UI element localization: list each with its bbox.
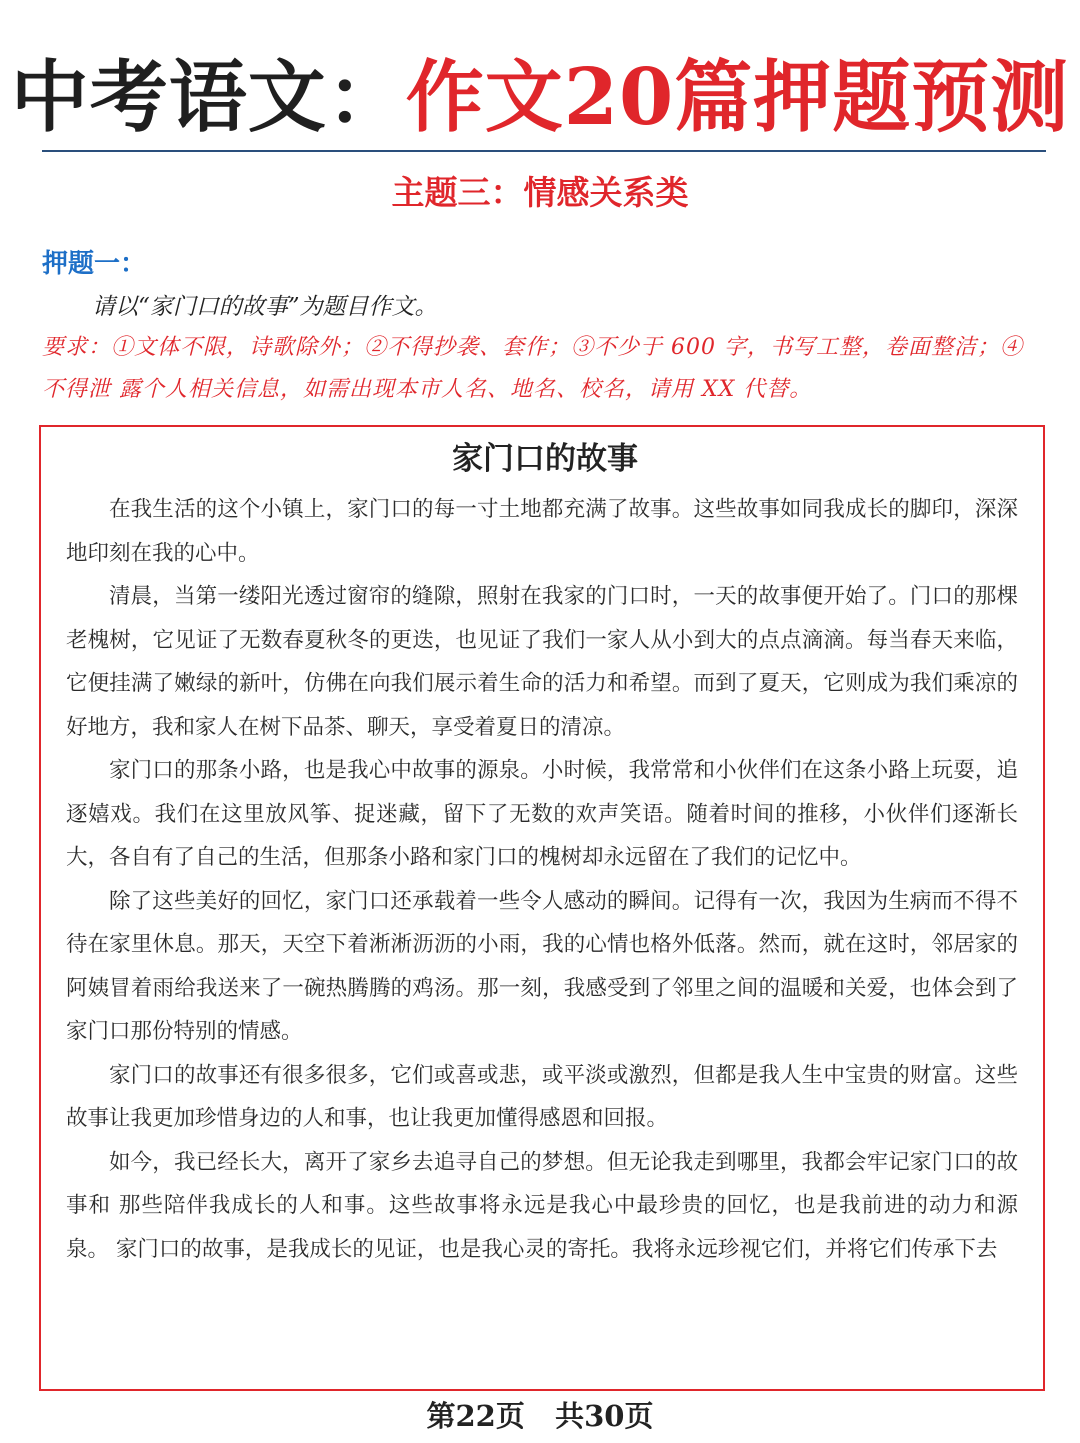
essay-paragraph: 除了这些美好的回忆，家门口还承载着一些令人感动的瞬间。记得有一次，我因为生病而不得不待在家里休息。那天，天空下着淅淅沥沥的小雨，我的心情也格外低落。然而，就在这时，邻居家的阿姨冒着雨给我送来了一碗热腾腾的鸡汤。那一刻，我感受到了邻里之间的温暖和关爱，也体会到了家门口那份特别的情感。	[66, 888, 1018, 1044]
page-title	[0, 48, 1080, 148]
question-label: 押题一：	[42, 249, 147, 279]
question-prompt: 请以“家门口的故事”为题目作文。	[92, 294, 438, 320]
title-black-part: 中考语文：	[10, 52, 406, 143]
essay-title: 家门口的故事	[452, 441, 638, 477]
essay-paragraph: 在我生活的这个小镇上，家门口的每一寸土地都充满了故事。这些故事如同我成长的脚印，深深地印刻在我的心中。	[66, 497, 1018, 566]
essay-paragraph: 清晨，当第一缕阳光透过窗帘的缝隙，照射在我家的门口时，一天的故事便开始了。门口的那棵老槐树，它见证了无数春夏秋冬的更迭，也见证了我们一家人从小到大的点点滴滴。每当春天来临，它便挂满了嫩绿的新叶，仿佛在向我们展示着生命的活力和希望。而到了夏天，它则成为我们乘凉的好地方，我和家人在树下品茶、聊天，享受着夏日的清凉。	[66, 584, 1018, 740]
essay-paragraph: 家门口的那条小路，也是我心中故事的源泉。小时候，我常常和小伙伴们在这条小路上玩耍，追逐嬉戏。我们在这里放风筝、捉迷藏，留下了无数的欢声笑语。随着时间的推移，小伙伴们逐渐长大，各自有了自己的生活，但那条小路和家门口的槐树却永远留在了我们的记忆中。	[66, 758, 1018, 870]
essay-paragraph: 家门口的故事还有很多很多，它们或喜或悲，或平淡或激烈，但都是我人生中宝贵的财富。这些故事让我更加珍惜身边的人和事，也让我更加懂得感恩和回报。	[66, 1062, 1018, 1131]
essay-body	[66, 488, 1018, 1271]
question-requirements: 要求：①文体不限，诗歌除外；②不得抄袭、套作；③不少于 600 字，书写工整，卷面整洁；④不得泄 露个人相关信息，如需出现本市人名、地名、校名，请用 XX 代替。	[42, 335, 1023, 402]
theme-heading: 主题三：情感关系类	[391, 173, 689, 212]
essay-paragraph: 如今，我已经长大，离开了家乡去追寻自己的梦想。但无论我走到哪里，我都会牢记家门口的故事和 那些陪伴我成长的人和事。这些故事将永远是我心中最珍贵的回忆，也是我前进的动力和源泉。 家门口的故事，是我成长的见证，也是我心灵的寄托。我将永远珍视它们，并将它们传承下去	[66, 1149, 1018, 1262]
page-number: 第22页 共30页	[426, 1399, 654, 1433]
title-divider	[42, 150, 1046, 152]
title-red-part: 作文20篇押题预测	[405, 52, 1070, 143]
